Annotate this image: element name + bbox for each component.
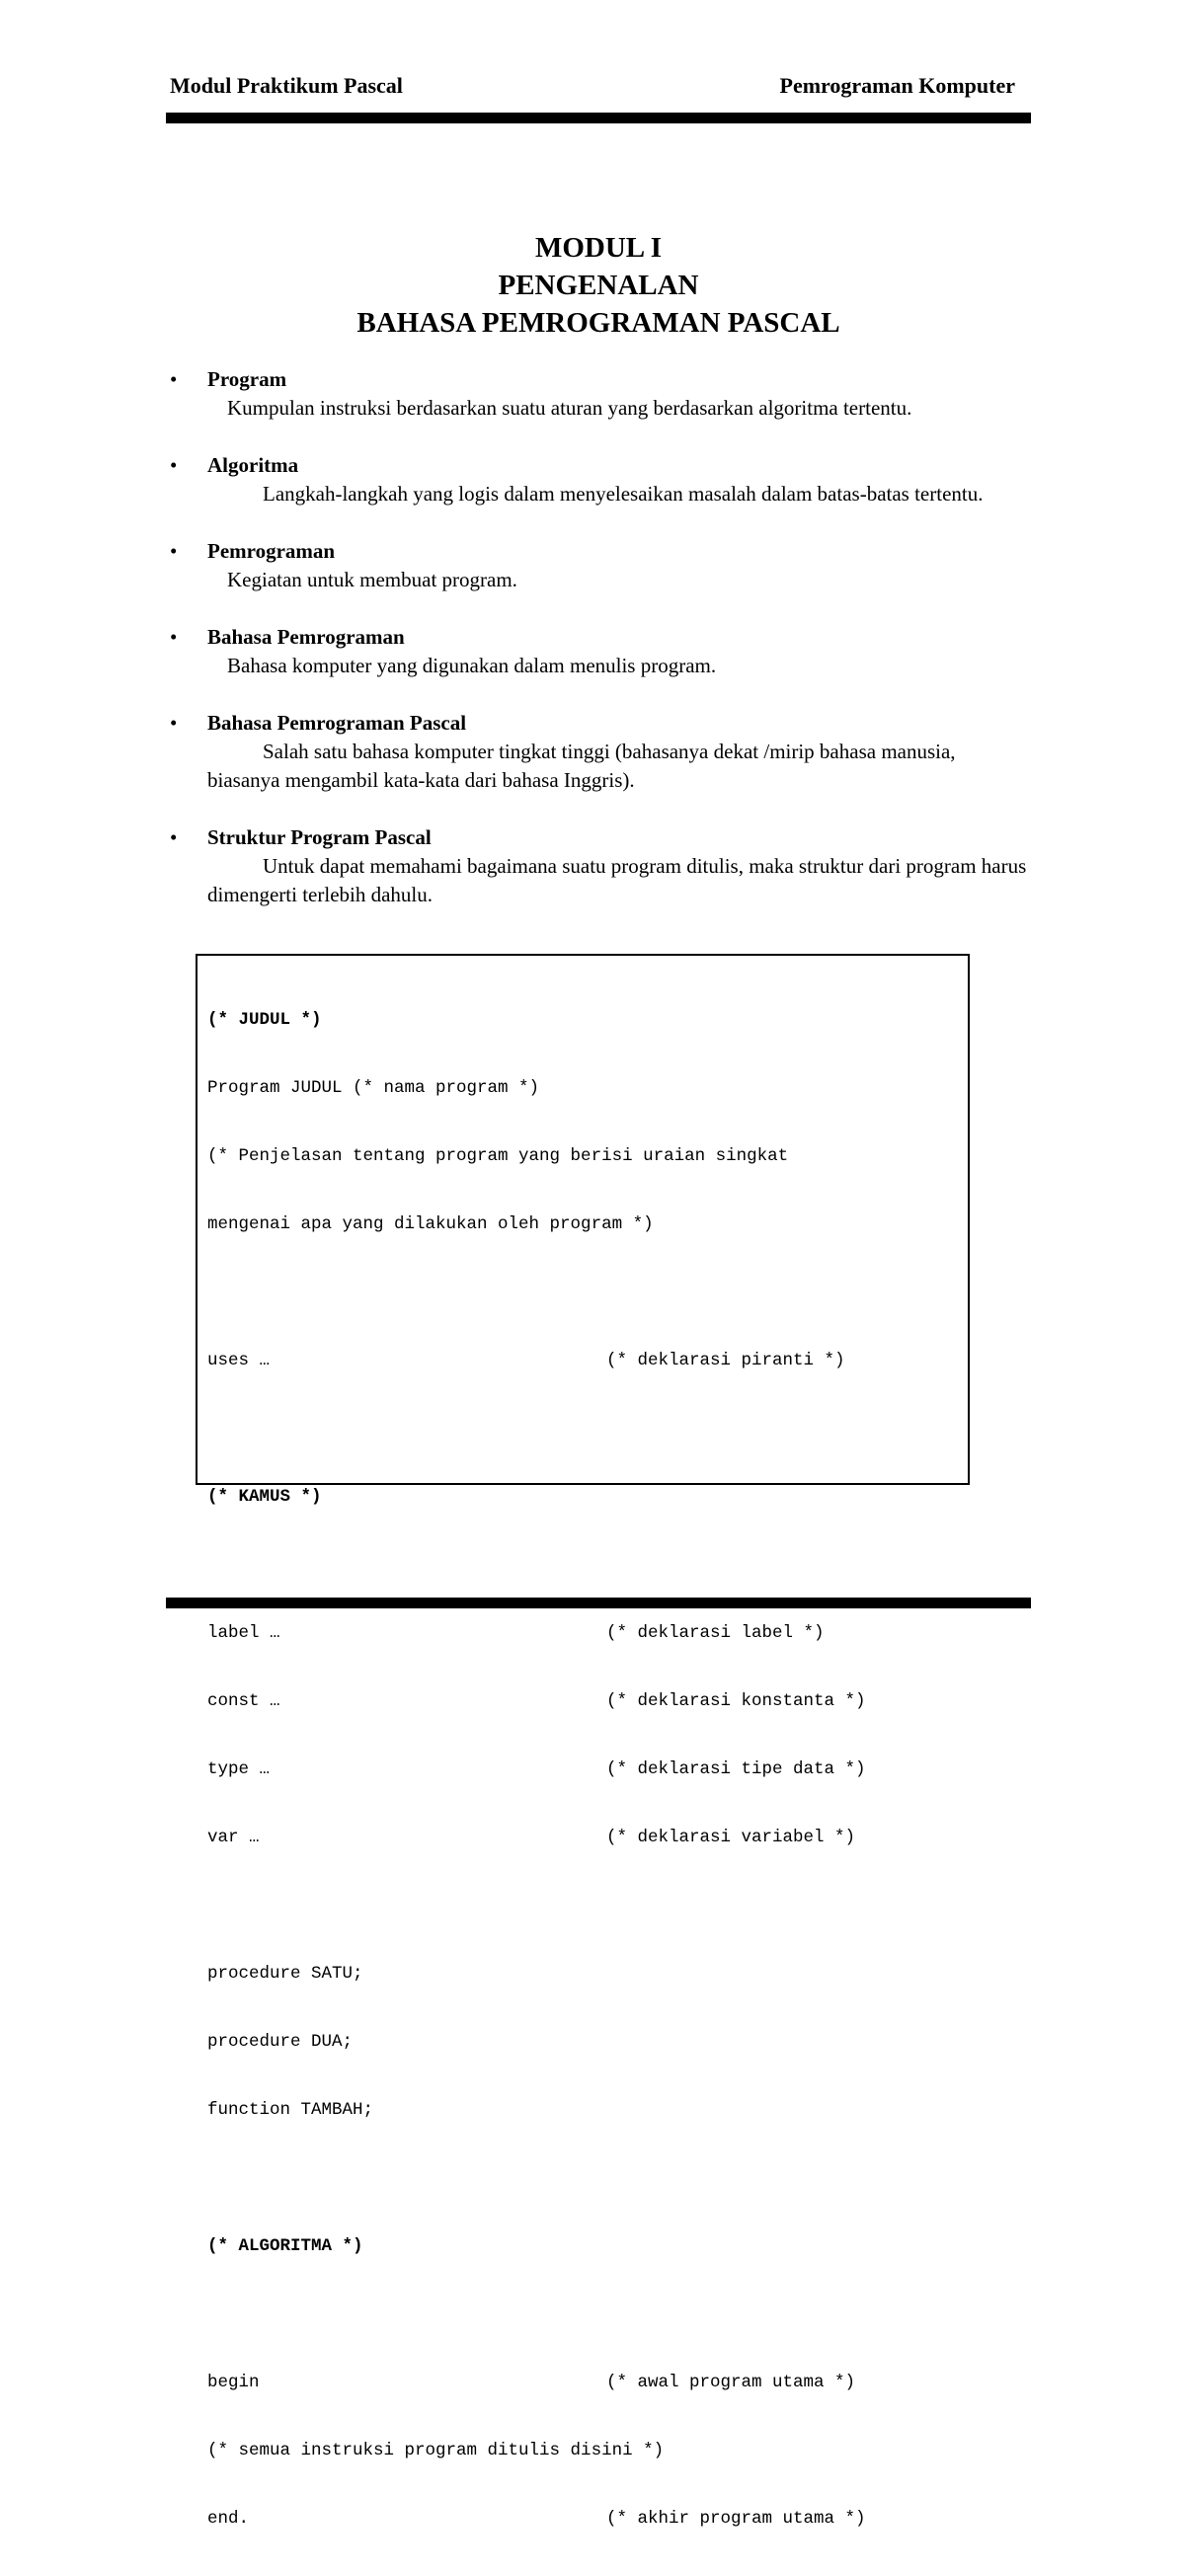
desc-struktur-program: Untuk dapat memahami bagaimana suatu program ditulis, maka struktur dari program harus dimengerti terlebih dahulu. xyxy=(207,854,1027,906)
list-item-bahasa-pemrograman xyxy=(168,623,1027,680)
code-text: var … xyxy=(207,1828,260,1847)
code-blank-line xyxy=(207,1554,958,1577)
code-line: (* semua instruksi program ditulis disini *) xyxy=(207,2441,665,2460)
code-line xyxy=(207,2372,958,2394)
term-algoritma: Algoritma xyxy=(207,453,299,477)
code-line xyxy=(207,1827,958,1849)
term-pemrograman: Pemrograman xyxy=(207,539,336,563)
code-line: (* JUDUL *) xyxy=(207,1010,322,1030)
bullet-icon: • xyxy=(170,625,178,649)
code-line: function TAMBAH; xyxy=(207,2100,374,2120)
code-blank-line xyxy=(207,2303,958,2326)
code-comment: (* deklarasi tipe data *) xyxy=(606,1759,866,1779)
code-text: const … xyxy=(207,1691,280,1711)
definition-list xyxy=(168,365,1027,909)
code-blank-line xyxy=(207,1282,958,1304)
title-line-3: BAHASA PEMROGRAMAN PASCAL xyxy=(356,307,840,339)
code-blank-line xyxy=(207,2167,958,2190)
page-title xyxy=(166,229,1031,342)
code-line xyxy=(207,2508,958,2531)
bullet-icon: • xyxy=(170,453,178,477)
code-text: uses … xyxy=(207,1351,271,1370)
desc-bahasa-pascal: Salah satu bahasa komputer tingkat tinggi (bahasanya dekat /mirip bahasa manusia, biasanya mengambil kata-kata dari bahasa Inggris). xyxy=(207,740,956,792)
bullet-icon: • xyxy=(170,711,178,735)
term-program: Program xyxy=(207,367,287,391)
code-line: (* KAMUS *) xyxy=(207,1487,322,1507)
code-block xyxy=(196,954,970,2529)
desc-pemrograman: Kegiatan untuk membuat program. xyxy=(227,568,517,591)
code-comment: (* akhir program utama *) xyxy=(606,2509,866,2529)
code-blank-line xyxy=(207,1418,958,1441)
term-bahasa-pascal: Bahasa Pemrograman Pascal xyxy=(207,711,467,735)
title-line-1: MODUL I xyxy=(534,232,663,264)
code-line xyxy=(207,1758,958,1781)
code-line: (* ALGORITMA *) xyxy=(207,2236,363,2256)
code-comment: (* deklarasi piranti *) xyxy=(606,1351,845,1370)
list-item-bahasa-pascal xyxy=(168,709,1027,795)
list-item-pemrograman xyxy=(168,537,1027,594)
term-bahasa-pemrograman: Bahasa Pemrograman xyxy=(207,625,405,649)
header-right-title: Pemrograman Komputer xyxy=(779,73,1015,98)
code-comment: (* deklarasi label *) xyxy=(606,1623,825,1643)
header-left-title: Modul Praktikum Pascal xyxy=(170,73,403,98)
desc-bahasa-pemrograman: Bahasa komputer yang digunakan dalam menulis program. xyxy=(227,654,717,677)
code-line: procedure SATU; xyxy=(207,1964,363,1984)
desc-program: Kumpulan instruksi berdasarkan suatu aturan yang berdasarkan algoritma tertentu. xyxy=(227,396,912,420)
code-comment: (* deklarasi variabel *) xyxy=(606,1828,856,1847)
code-line: Program JUDUL (* nama program *) xyxy=(207,1078,540,1098)
bullet-icon: • xyxy=(170,825,178,849)
footer-rule xyxy=(166,1598,1031,1608)
code-line: (* Penjelasan tentang program yang berisi uraian singkat xyxy=(207,1146,789,1166)
code-comment: (* deklarasi konstanta *) xyxy=(606,1691,866,1711)
code-line: procedure DUA; xyxy=(207,2032,354,2052)
code-comment: (* awal program utama *) xyxy=(606,2373,856,2392)
code-text: type … xyxy=(207,1759,271,1779)
list-item-program xyxy=(168,365,1027,423)
bullet-icon: • xyxy=(170,539,178,563)
code-line: mengenai apa yang dilakukan oleh program *) xyxy=(207,1214,654,1234)
code-line xyxy=(207,1690,958,1713)
title-line-2: PENGENALAN xyxy=(498,270,699,301)
code-line xyxy=(207,1622,958,1645)
code-text: label … xyxy=(207,1623,280,1643)
list-item-struktur-program xyxy=(168,823,1027,909)
bullet-icon: • xyxy=(170,367,178,391)
term-struktur-program: Struktur Program Pascal xyxy=(207,825,432,849)
code-blank-line xyxy=(207,1895,958,1917)
code-text: end. xyxy=(207,2509,250,2529)
header-rule xyxy=(166,113,1031,123)
list-item-algoritma xyxy=(168,451,1027,508)
code-line xyxy=(207,1350,958,1372)
code-text: begin xyxy=(207,2373,260,2392)
desc-algoritma: Langkah-langkah yang logis dalam menyelesaikan masalah dalam batas-batas tertentu. xyxy=(263,482,984,506)
